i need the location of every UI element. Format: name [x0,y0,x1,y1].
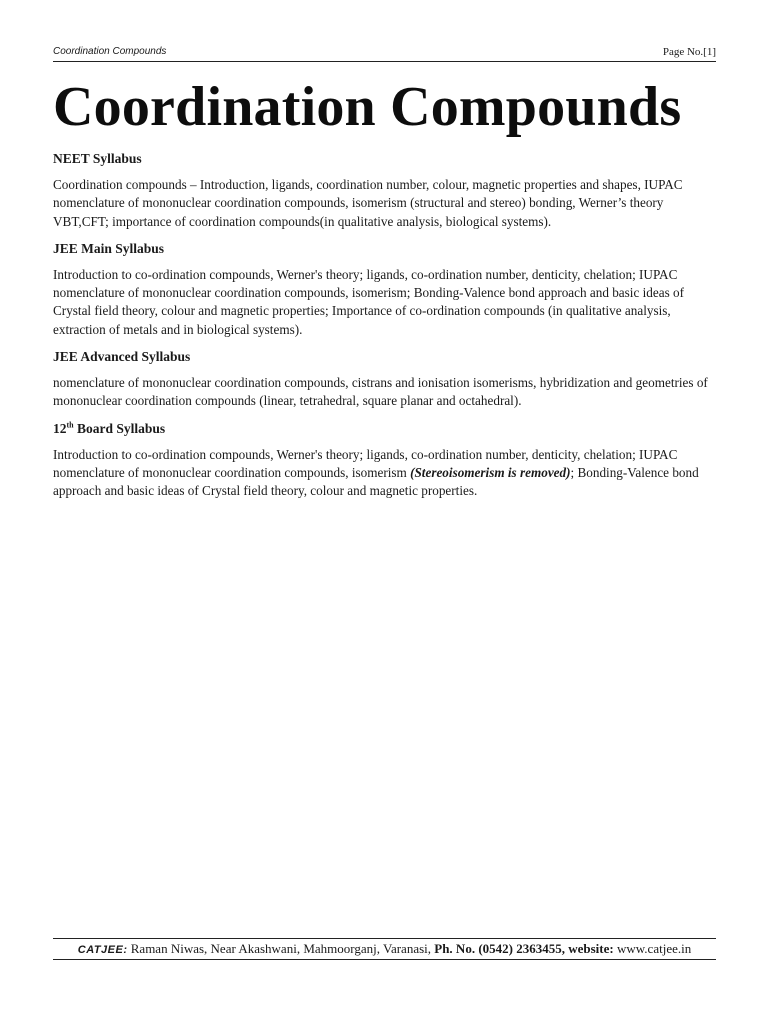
page-title: Coordination Compounds [53,76,682,138]
neet-syllabus-heading: NEET Syllabus [53,151,142,166]
board-body-part1: Introduction to co-ordination compounds, Werner's theory; ligands, co-ordination number, denticity, chelation; IUPAC nomenclature of mononuclear coordination compounds, isomerism [53,446,678,480]
board-heading-superscript: th [66,420,74,430]
board-syllabus-body [53,446,713,501]
footer-website: www.catjee.in [613,941,692,956]
brand-logo: CATJEE: [77,944,128,956]
jee-main-syllabus-heading: JEE Main Syllabus [53,240,165,256]
board-body-removed-note: (Stereoisomerism is removed) [410,464,571,480]
page-footer [53,938,716,960]
syllabus-content [53,150,713,510]
jee-advanced-syllabus-heading: JEE Advanced Syllabus [53,349,191,365]
jee-main-syllabus-body: Introduction to co-ordination compounds, Werner's theory; ligands, co-ordination number, denticity, chelation; IUPAC nomenclature of mononuclear coordination compounds, isomerism; Bonding-Valence bond approach and basic ideas of Crystal field theory, colour and magnetic properties; Importance of co-ordination compounds (in qualitative analysis, extraction of metals and in biological systems). [53,266,684,337]
page-number: Page No.[1] [662,46,716,58]
board-heading-number: 12 [53,420,67,436]
board-syllabus-heading [53,420,713,437]
page-header [53,45,716,62]
jee-advanced-syllabus-body: nomenclature of mononuclear coordination compounds, cistrans and ionisation isomerisms, hybridization and geometries of mononuclear coordination compounds (linear, tetrahedral, square planar and octahedral). [53,375,708,409]
footer-address: Raman Niwas, Near Akashwani, Mahmoorganj, Varanasi, [127,941,435,956]
header-chapter-title: Coordination Compounds [53,46,167,57]
footer-phone: Ph. No. (0542) 2363455, website: [434,941,614,956]
board-heading-text: Board Syllabus [73,420,166,436]
neet-syllabus-body: Coordination compounds – Introduction, ligands, coordination number, colour, magnetic properties and shapes, IUPAC nomenclature of mononuclear coordination compounds, isomerism (structural and stereo) bonding, Werner’s theory VBT,CFT; importance of coordination compounds(in qualitative analysis, biological systems). [53,177,683,229]
board-body-part2: ; Bonding-Valence bond approach and basic ideas of Crystal field theory, colour and magnetic properties. [53,464,699,499]
